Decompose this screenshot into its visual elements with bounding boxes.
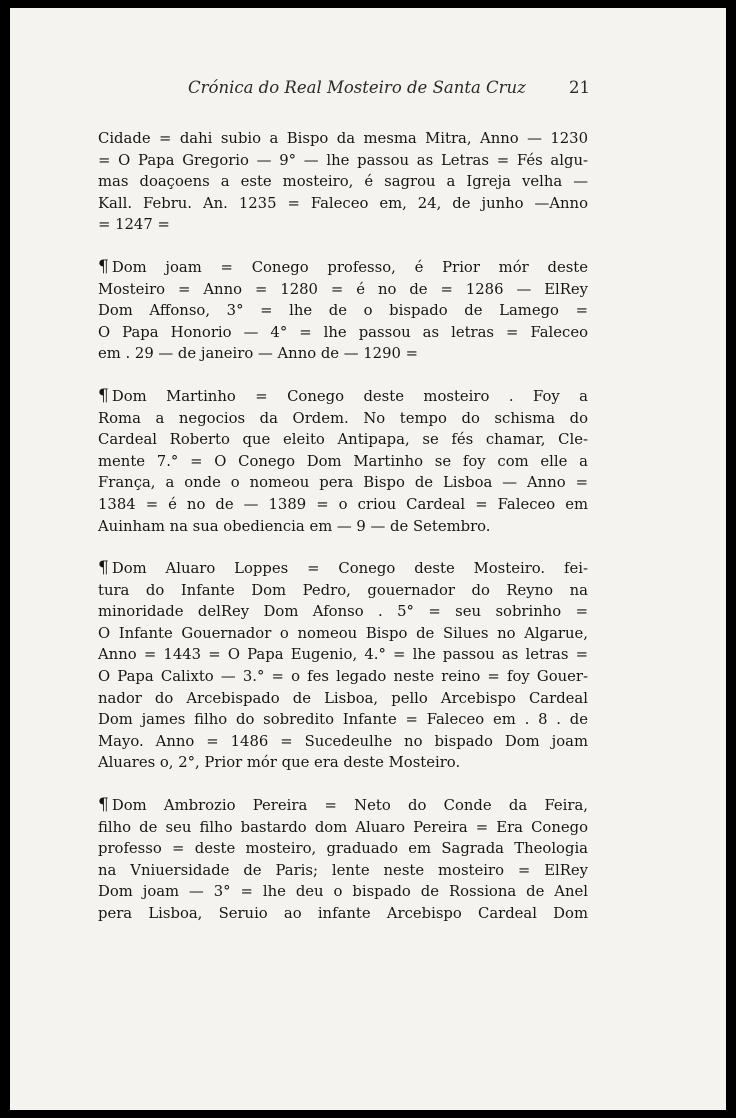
paragraph-spacer: [98, 365, 588, 386]
text-line: Dom Aluaro Loppes = Conego deste Mosteiro. fei-: [111, 560, 588, 578]
body-text: [98, 128, 588, 925]
text-line: Mayo. Anno = 1486 = Sucedeulhe no bispado Dom joam: [98, 732, 588, 750]
text-line: Auinham na sua obediencia em — 9 — de Setembro.: [98, 517, 491, 535]
text-line: O Papa Honorio — 4° = lhe passou as letras = Faleceo: [98, 323, 588, 341]
paragraph-spacer: [98, 236, 588, 257]
paragraph-line: [98, 666, 588, 688]
paragraph-line: [98, 472, 588, 494]
text-line: O Papa Calixto — 3.° = o fes legado neste reino = foy Gouer-: [98, 668, 588, 686]
text-line: professo = deste mosteiro, graduado em Sagrada Theologia: [98, 840, 588, 858]
text-line: em . 29 — de janeiro — Anno de — 1290 =: [98, 345, 419, 363]
page-number: 21: [569, 78, 590, 97]
paragraph-line: [98, 494, 588, 516]
text-line: O Infante Gouernador o nomeou Bispo de Silues no Algarue,: [98, 624, 588, 642]
text-line: nador do Arcebispado de Lisboa, pello Arcebispo Cardeal: [98, 689, 588, 707]
paragraph-line: [98, 580, 588, 602]
paragraph-line: [98, 709, 588, 731]
book-page: [10, 8, 726, 1110]
page-header: [98, 78, 590, 106]
text-line: na Vniuersidade de Paris; lente neste mosteiro = ElRey: [98, 861, 588, 879]
text-line: Roma a negocios da Ordem. No tempo do schisma do: [98, 409, 588, 427]
text-line: Aluares o, 2°, Prior mór que era deste Mosteiro.: [98, 754, 461, 772]
paragraph-line: [98, 688, 588, 710]
paragraph-line: [98, 429, 588, 451]
text-line: França, a onde o nomeou pera Bispo de Lisboa — Anno =: [98, 474, 588, 492]
text-line: mente 7.° = O Conego Dom Martinho se foy com elle a: [98, 452, 588, 470]
text-line: Dom Martinho = Conego deste mosteiro . Foy a: [111, 387, 588, 405]
paragraph-line: [98, 451, 588, 473]
paragraph-line: [98, 817, 588, 839]
text-line: Mosteiro = Anno = 1280 = é no de = 1286 — ElRey: [98, 280, 588, 298]
text-line: = O Papa Gregorio — 9° — lhe passou as Letras = Fés algu-: [98, 151, 588, 169]
paragraph-line: [98, 903, 588, 925]
text-line: = 1247 =: [98, 216, 170, 234]
paragraph-line: [98, 516, 588, 538]
paragraph: [98, 795, 588, 817]
paragraph-line: [98, 881, 588, 903]
paragraph-line: [98, 214, 588, 236]
paragraph-line: [98, 731, 588, 753]
text-line: tura do Infante Dom Pedro, gouernador do Reyno na: [98, 581, 588, 599]
text-line: Dom Affonso, 3° = lhe de o bispado de Lamego =: [98, 302, 588, 320]
paragraph-line: [98, 150, 588, 172]
text-line: Anno = 1443 = O Papa Eugenio, 4.° = lhe passou as letras =: [98, 646, 588, 664]
paragraph: [98, 257, 588, 279]
text-line: Dom joam — 3° = lhe deu o bispado de Rossiona de Anel: [98, 883, 588, 901]
paragraph-line: [98, 322, 588, 344]
text-line: Cardeal Roberto que eleito Antipapa, se fés chamar, Cle-: [98, 431, 588, 449]
text-line: filho de seu filho bastardo dom Aluaro Pereira = Era Conego: [98, 818, 588, 836]
paragraph: [98, 128, 588, 150]
paragraph-line: [98, 408, 588, 430]
paragraph-line: [98, 601, 588, 623]
paragraph-line: [98, 171, 588, 193]
paragraph-mark-icon: ¶: [98, 385, 109, 406]
paragraph-line: [98, 623, 588, 645]
paragraph-line: [98, 193, 588, 215]
paragraph-mark-icon: ¶: [98, 795, 109, 816]
paragraph-spacer: [98, 774, 588, 795]
paragraph-line: [98, 752, 588, 774]
paragraph: [98, 558, 588, 580]
paragraph-line: [98, 644, 588, 666]
paragraph-line: [98, 300, 588, 322]
text-line: Cidade = dahi subio a Bispo da mesma Mitra, Anno — 1230: [98, 130, 588, 147]
text-line: 1384 = é no de — 1389 = o criou Cardeal = Faleceo em: [98, 495, 588, 513]
paragraph-line: [98, 860, 588, 882]
paragraph-mark-icon: ¶: [98, 256, 109, 277]
paragraph-line: [98, 279, 588, 301]
paragraph-line: [98, 343, 588, 365]
paragraph-spacer: [98, 537, 588, 558]
text-line: mas doaçoens a este mosteiro, é sagrou a Igreja velha —: [98, 173, 588, 191]
text-line: minoridade delRey Dom Afonso . 5° = seu sobrinho =: [98, 603, 588, 621]
text-line: Dom james filho do sobredito Infante = Faleceo em . 8 . de: [98, 711, 588, 729]
running-title: Crónica do Real Mosteiro de Santa Cruz: [188, 78, 526, 97]
paragraph-line: [98, 838, 588, 860]
text-line: Dom Ambrozio Pereira = Neto do Conde da Feira,: [111, 797, 588, 815]
text-line: pera Lisboa, Seruio ao infante Arcebispo Cardeal Dom: [98, 905, 588, 922]
paragraph: [98, 386, 588, 408]
paragraph-mark-icon: ¶: [98, 558, 109, 579]
text-line: Kall. Febru. An. 1235 = Faleceo em, 24, de junho —Anno: [98, 194, 588, 212]
text-line: Dom joam = Conego professo, é Prior mór deste: [111, 258, 588, 276]
